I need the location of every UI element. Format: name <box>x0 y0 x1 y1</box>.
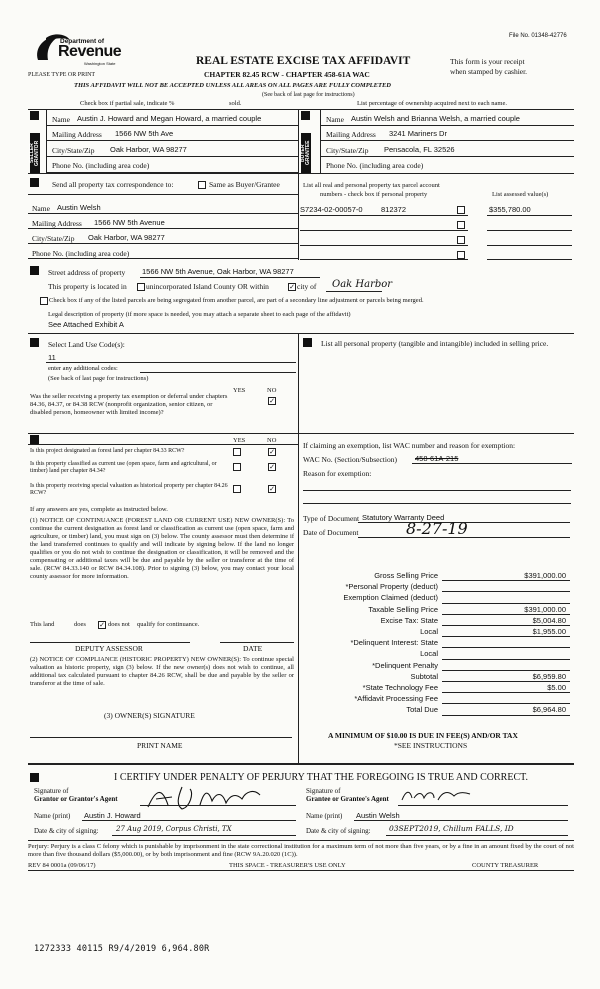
section-8-badge <box>30 773 39 782</box>
parcels-header-2: numbers - check box if personal property <box>320 191 428 198</box>
additional-codes: enter any additional codes: <box>48 365 118 372</box>
tax-row <box>300 615 572 626</box>
treasurer-use-only: THIS SPACE - TREASURER'S USE ONLY <box>229 862 346 869</box>
exempt-yes-checkbox[interactable] <box>236 397 244 405</box>
warning-line: THIS AFFIDAVIT WILL NOT BE ACCEPTED UNLESS ALL AREAS ON ALL PAGES ARE FULLY COMPLETED <box>74 82 391 89</box>
tax-row-label: Total Due <box>406 705 438 715</box>
exempt-no-checkbox[interactable]: ✓ <box>269 397 275 405</box>
city-handwritten: Oak Harbor <box>332 279 393 290</box>
corr-address: 1566 NW 5th Avenue <box>94 218 165 227</box>
see-attached: See Attached Exhibit A <box>48 320 124 329</box>
tax-row <box>300 637 572 648</box>
county-treasurer: COUNTY TREASURER <box>472 862 539 869</box>
grantor-name: Austin J. Howard <box>84 811 141 820</box>
grantee-name-label: Name (print) <box>306 812 343 820</box>
q-historic: Is this property receiving special valuation as historical property per chapter 84.26 RCW? <box>30 483 228 496</box>
tax-row <box>300 693 572 704</box>
treasurer-receipt-stamp: 1272333 40115 R9/4/2019 6,964.80R <box>34 944 210 954</box>
tax-row-value: $1,955.00 <box>532 627 566 636</box>
form-title: REAL ESTATE EXCISE TAX AFFIDAVIT <box>196 55 411 67</box>
seller-address-label: Mailing Address <box>52 130 102 139</box>
city-of-label: city of <box>297 282 317 291</box>
wac-struck: 458-61A-215 <box>415 454 459 463</box>
tax-row <box>300 704 572 715</box>
current-use-no-checkbox[interactable]: ✓ <box>269 463 275 471</box>
parcels-header-1: List all real and personal property tax parcel account <box>303 182 440 189</box>
parcel-2-personal-checkbox[interactable] <box>457 221 465 229</box>
owner-signature-label: (3) OWNER(S) SIGNATURE <box>104 711 195 720</box>
see-instructions: *SEE INSTRUCTIONS <box>394 741 468 750</box>
tax-row <box>300 660 572 671</box>
same-as-buyer-checkbox[interactable] <box>198 181 206 189</box>
land-use-code: 11 <box>48 353 56 362</box>
print-name-label: PRINT NAME <box>137 741 183 750</box>
tax-row-value: $6,964.80 <box>532 705 566 715</box>
please-type: PLEASE TYPE OR PRINT <box>28 72 96 78</box>
tax-row <box>300 648 572 659</box>
section-4-badge <box>30 266 39 275</box>
tax-row <box>300 581 572 592</box>
does-label: does <box>74 621 86 628</box>
certify-heading: I CERTIFY UNDER PENALTY OF PERJURY THAT THE FOREGOING IS TRUE AND CORRECT. <box>114 772 528 783</box>
wac-label: WAC No. (Section/Subsection) <box>303 455 397 464</box>
land-use-select: Select Land Use Code(s): <box>48 340 125 349</box>
buyer-address-label: Mailing Address <box>326 130 376 139</box>
buyer-name-label: Name <box>326 115 344 124</box>
corr-name-label: Name <box>32 204 50 213</box>
does-not-label: does not <box>108 621 130 628</box>
notice-compliance: (2) NOTICE OF COMPLIANCE (HISTORIC PROPERTY) NEW OWNER(S): To continue special valuation as historic property, sign (3) below. If the new owner(s) does not wish to continue, all additional tax calculated pursuant to chapter 84.26 RCW, shall be due and payable by the seller or transferor at the time of sale. <box>30 656 294 687</box>
city-checkbox[interactable]: ✓ <box>289 283 295 291</box>
buyer-name: Austin Welsh and Brianna Welsh, a married couple <box>351 114 520 123</box>
tax-row-label: Excise Tax: State <box>380 615 438 625</box>
notice-continuance: (1) NOTICE OF CONTINUANCE (FOREST LAND OR CURRENT USE) NEW OWNER(S): To continue the current designation as forest land or classification as current use (open space, farm and agriculture, or timber) land, you must sign on (3) below. The county assessor must then determine if the land transferred continues to qualify and will indicate by signing below. If the land no longer qualifies or you do not wish to continue the designation or classification, it will be removed and the compensating or additional taxes will be due and payable by the seller or transferor at the time of sale. (RCW 84.33.140 or RCW 84.34.108). Prior to signing (3) below, you may contact your local county assessor for more information. <box>30 517 294 580</box>
historic-no-checkbox[interactable]: ✓ <box>269 485 275 493</box>
grantor-sig-line-2: Grantor or Grantor's Agent <box>34 795 118 803</box>
grantor-date-city: 27 Aug 2019, Corpus Christi, TX <box>116 825 232 833</box>
parcel-4-personal-checkbox[interactable] <box>457 251 465 259</box>
tax-row-label: Gross Selling Price <box>374 571 438 580</box>
dept-state: Washington State <box>84 61 116 66</box>
land-use-see-back: (See back of last page for instructions) <box>48 375 149 382</box>
section-5-badge <box>30 338 39 347</box>
grantee-date-label: Date & city of signing: <box>306 827 371 835</box>
legal-desc-label: Legal description of property (if more space is needed, you may attach a separate sheet to each page of the affidavit) <box>48 311 351 318</box>
tax-row <box>300 592 572 603</box>
parcel-1-personal-checkbox[interactable] <box>457 206 465 214</box>
dor-logo <box>32 30 132 70</box>
correspondence-label: Send all property tax correspondence to: <box>52 180 174 189</box>
seller-city: Oak Harbor, WA 98277 <box>110 145 187 154</box>
tax-row <box>300 671 572 682</box>
yes-header: YES <box>233 437 246 444</box>
segregated-checkbox[interactable] <box>40 297 48 305</box>
dept-word: Revenue <box>58 43 122 60</box>
q-current-use: Is this property classified as current use (open space, farm and agricultural, or timber) land per chapter 84.34? <box>30 461 217 474</box>
assessed-header: List assessed value(s) <box>492 191 549 198</box>
form-chapter: CHAPTER 82.45 RCW - CHAPTER 458-61A WAC <box>204 70 370 79</box>
same-as-buyer-label: Same as Buyer/Grantee <box>209 180 280 189</box>
receipt-line-2: when stamped by cashier. <box>450 67 528 76</box>
partial-sale-label: Check box if partial sale, indicate % <box>80 100 175 107</box>
buyer-city: Pensacola, FL 32526 <box>384 145 455 154</box>
this-land-label: This land <box>30 621 55 628</box>
corr-address-label: Mailing Address <box>32 219 82 228</box>
tax-row-label: *Affidavit Processing Fee <box>354 694 438 704</box>
seller-name-label: Name <box>52 115 70 124</box>
dept-line: Department of <box>60 38 105 45</box>
file-number: File No. 01348-42776 <box>509 33 567 39</box>
corr-city: Oak Harbor, WA 98277 <box>88 233 165 242</box>
receipt-line-1: This form is your receipt <box>450 57 525 66</box>
does-not-checkbox[interactable]: ✓ <box>99 621 105 629</box>
tax-row-value: $6,959.80 <box>532 671 566 681</box>
grantor-date-label: Date & city of signing: <box>34 827 99 835</box>
tax-row-label: *Delinquent Interest: State <box>350 638 438 648</box>
corr-phone-label: Phone No. (including area code) <box>32 249 130 258</box>
tax-row-value: $391,000.00 <box>524 571 566 580</box>
grantor-signature <box>142 783 272 813</box>
tax-row-label: *Delinquent Penalty <box>372 660 438 670</box>
corr-city-label: City/State/Zip <box>32 234 75 243</box>
seller-side-label: SELLER GRANTOR <box>30 133 40 173</box>
parcel-1-id: 812372 <box>381 205 407 214</box>
deputy-date: DATE <box>243 644 263 653</box>
section-1-badge <box>30 111 39 120</box>
grantee-date-city: 03SEPT2019, Chillum FALLS, ID <box>389 824 514 833</box>
section-3-badge <box>30 178 39 187</box>
tax-row-label: Local <box>420 649 438 659</box>
seller-address: 1566 NW 5th Ave <box>115 129 174 138</box>
section-2-badge <box>301 111 310 120</box>
located-mid: unincorporated Island County OR within <box>146 282 269 291</box>
doc-type-label: Type of Document <box>303 514 360 523</box>
tax-row-label: *Personal Property (deduct) <box>345 582 438 592</box>
exempt-yes-header: YES <box>233 387 246 394</box>
tax-row-value: $5,004.80 <box>532 615 566 625</box>
buyer-phone-label: Phone No. (including area code) <box>326 161 424 170</box>
q-forest: Is this project designated as forest land per chapter 84.33 RCW? <box>30 448 185 454</box>
tax-row-label: *State Technology Fee <box>362 683 438 692</box>
minimum-due: A MINIMUM OF $10.00 IS DUE IN FEE(S) AND/OR TAX <box>328 731 518 740</box>
doc-type: Statutory Warranty Deed <box>362 513 445 522</box>
tax-row-label: Local <box>420 627 438 636</box>
segregated-text: Check box if any of the listed parcels are being segregated from another parcel, are part of a secondary line adjustment or parcels being merged. <box>49 297 424 304</box>
parcel-3-personal-checkbox[interactable] <box>457 236 465 244</box>
tax-row-value: $5.00 <box>547 683 566 692</box>
grantee-sig-line-2: Grantee or Grantee's Agent <box>306 795 389 803</box>
doc-date-label: Date of Document <box>303 528 359 537</box>
partial-sale-sold: sold. <box>229 100 242 107</box>
grantee-name: Austin Welsh <box>356 811 400 820</box>
seller-name: Austin J. Howard and Megan Howard, a married couple <box>77 114 262 123</box>
exemption-reason-label: Reason for exemption: <box>303 469 372 478</box>
seller-city-label: City/State/Zip <box>52 146 95 155</box>
tax-row-label: Taxable Selling Price <box>368 604 438 614</box>
q-exempt: Was the seller receiving a property tax exemption or deferral under chapters 84.36, 84.37, or 84.38 RCW (nonprofit organization, senior citizen, or disabled person, homeowner with limited income)? <box>30 393 228 416</box>
deputy-assessor: DEPUTY ASSESSOR <box>75 644 143 653</box>
current-use-yes-checkbox[interactable] <box>233 463 241 471</box>
buyer-address: 3241 Mariners Dr <box>389 129 447 138</box>
if-yes-note: If any answers are yes, complete as instructed below. <box>30 506 168 513</box>
tax-row-label: Exemption Claimed (deduct) <box>343 593 438 603</box>
street-label: Street address of property <box>48 268 126 277</box>
forest-no-checkbox[interactable]: ✓ <box>269 448 275 456</box>
exemption-label: If claiming an exemption, list WAC number and reason for exemption: <box>303 441 516 450</box>
buyer-side-label: BUYER GRANTEE <box>301 133 311 173</box>
doc-date-handwritten: 8-27-19 <box>406 519 468 538</box>
see-back-header: (See back of last page for instructions) <box>262 92 355 98</box>
qualify-label: qualify for continuance. <box>137 621 200 628</box>
grantor-sig-line-1: Signature of <box>34 787 69 795</box>
grantor-name-label: Name (print) <box>34 812 71 820</box>
tax-row <box>300 604 572 615</box>
tax-row <box>300 682 572 693</box>
grantee-sig-line-1: Signature of <box>306 787 341 795</box>
corr-name: Austin Welsh <box>57 203 101 212</box>
exempt-no-header: NO <box>267 387 277 394</box>
property-street: 1566 NW 5th Avenue, Oak Harbor, WA 98277 <box>142 267 294 276</box>
tax-row <box>300 626 572 637</box>
form-revision: REV 84 0001a (09/06/17) <box>28 862 96 869</box>
buyer-city-label: City/State/Zip <box>326 146 369 155</box>
located-prefix: This property is located in <box>48 282 127 291</box>
tax-row-label: Subtotal <box>410 671 438 681</box>
seller-phone-label: Phone No. (including area code) <box>52 161 150 170</box>
section-6-badge <box>30 435 39 444</box>
section-7-badge <box>303 338 312 347</box>
parcel-1-value: $355,780.00 <box>489 205 531 214</box>
historic-yes-checkbox[interactable] <box>233 485 241 493</box>
forest-yes-checkbox[interactable] <box>233 448 241 456</box>
personal-property-label: List all personal property (tangible and intangible) included in selling price. <box>321 339 549 348</box>
parcel-1-number: S7234-02-00057-0 <box>300 205 363 214</box>
unincorporated-checkbox[interactable] <box>137 283 145 291</box>
tax-row <box>300 570 572 581</box>
ownership-pct-label: List percentage of ownership acquired next to each name. <box>357 100 507 107</box>
grantee-signature <box>398 786 478 806</box>
tax-row-value: $391,000.00 <box>524 604 566 614</box>
perjury-notice: Perjury: Perjury is a class C felony which is punishable by imprisonment in the state correctional institution for a maximum term of not more than five years, or by a fine in an amount fixed by the court of not more than five thousand dollars ($5,000.00), or by both imprisonment and fine (RCW 9A.20.020 (1C)). <box>28 843 574 858</box>
no-header: NO <box>267 437 277 444</box>
